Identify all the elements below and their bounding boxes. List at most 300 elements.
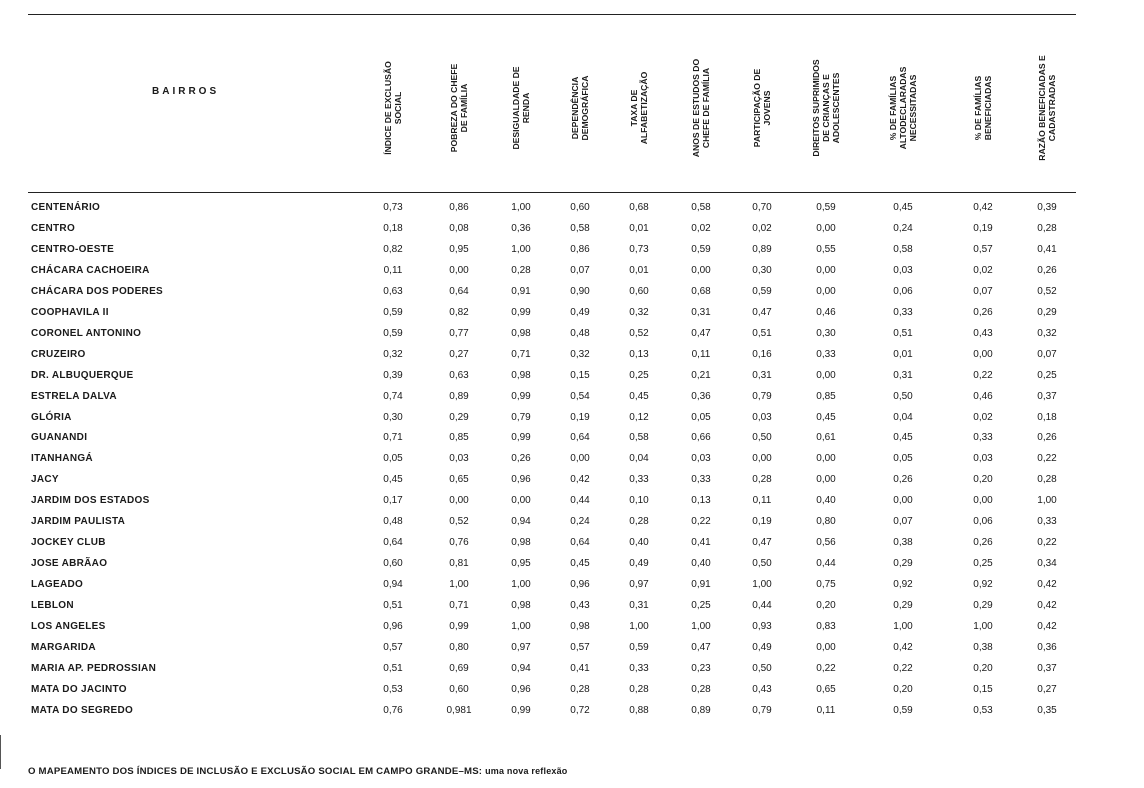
neighborhood-name: LOS ANGELES	[31, 621, 106, 632]
table-cell: 1,00	[893, 621, 913, 632]
table-cell: 0,44	[816, 558, 836, 570]
table-cell: 0,89	[752, 243, 772, 255]
table-cell: 0,88	[629, 704, 649, 716]
table-cell: 0,29	[893, 600, 913, 612]
table-cell: 0,98	[511, 327, 531, 339]
table-cell: 0,98	[570, 621, 590, 632]
table-cell: 0,16	[752, 348, 772, 360]
table-cell: 0,31	[629, 600, 649, 612]
table-cell: 1,00	[511, 202, 531, 213]
table-cell: 0,33	[816, 348, 836, 360]
table-cell: 0,79	[511, 411, 531, 423]
table-cell: 0,93	[752, 621, 772, 632]
table-cell: 0,59	[691, 243, 711, 255]
table-cell: 0,51	[383, 662, 403, 674]
column-header-label: ANOS DE ESTUDOS DO CHEFE DE FAMÍLIA	[691, 58, 711, 158]
table-cell: 0,00	[570, 453, 590, 465]
table-cell: 0,99	[511, 432, 531, 444]
table-cell: 0,85	[816, 390, 836, 402]
table-cell: 0,81	[449, 558, 469, 570]
table-cell: 0,45	[383, 474, 403, 486]
table-cell: 0,36	[691, 390, 711, 402]
table-cell: 0,26	[1037, 432, 1057, 444]
table-cell: 0,98	[511, 600, 531, 612]
table-cell: 0,36	[1037, 641, 1057, 653]
table-cell: 0,28	[570, 683, 590, 695]
table-cell: 0,41	[1037, 243, 1057, 255]
table-cell: 0,47	[752, 306, 772, 318]
neighborhood-name: MATA DO SEGREDO	[31, 704, 134, 716]
table-cell: 0,31	[893, 369, 913, 381]
table-row	[0, 558, 1144, 579]
table-cell: 0,60	[449, 683, 469, 695]
table-cell: 0,31	[752, 369, 772, 381]
table-cell: 0,28	[691, 683, 711, 695]
table-row	[0, 202, 1144, 223]
table-cell: 0,69	[449, 662, 469, 674]
neighborhood-name: CENTRO-OESTE	[31, 243, 115, 255]
table-cell: 0,19	[570, 411, 590, 423]
table-cell: 0,20	[973, 474, 993, 486]
table-cell: 0,91	[691, 579, 711, 591]
table-row	[0, 642, 1144, 663]
table-cell: 0,51	[383, 600, 403, 612]
table-cell: 0,00	[893, 495, 913, 507]
table-cell: 0,11	[691, 348, 711, 360]
neighborhood-name: CHÁCARA CACHOEIRA	[31, 264, 150, 276]
table-cell: 0,32	[629, 306, 649, 318]
table-cell: 0,48	[383, 516, 403, 528]
table-cell: 0,01	[629, 264, 649, 276]
table-cell: 0,37	[1037, 390, 1057, 402]
table-cell: 0,50	[752, 558, 772, 570]
table-cell: 0,97	[511, 641, 531, 653]
column-header-label: DEPENDÊNCIA DEMOGRÁFICA	[570, 75, 590, 141]
neighborhood-name: GLÓRIA	[31, 411, 72, 423]
table-cell: 0,18	[1037, 411, 1057, 423]
table-row	[0, 684, 1144, 705]
table-cell: 0,26	[511, 453, 531, 465]
table-cell: 0,96	[570, 579, 590, 591]
neighborhood-name: JARDIM PAULISTA	[31, 516, 126, 528]
table-cell: 0,59	[893, 704, 913, 716]
neighborhood-name: MATA DO JACINTO	[31, 683, 127, 695]
column-header	[1027, 28, 1067, 188]
table-cell: 1,00	[511, 621, 531, 632]
neighborhood-name: JACY	[31, 474, 59, 486]
table-cell: 1,00	[1037, 495, 1057, 507]
table-cell: 0,00	[973, 495, 993, 507]
column-header-label: PARTICIPAÇÃO DE JOVENS	[752, 68, 772, 148]
table-cell: 0,28	[1037, 222, 1057, 234]
table-cell: 0,00	[691, 264, 711, 276]
table-cell: 0,01	[629, 222, 649, 234]
table-cell: 0,73	[629, 243, 649, 255]
table-cell: 0,40	[629, 537, 649, 549]
table-cell: 0,00	[973, 348, 993, 360]
table-cell: 0,39	[383, 369, 403, 381]
table-cell: 0,03	[973, 453, 993, 465]
table-row	[0, 244, 1144, 265]
table-cell: 0,32	[570, 348, 590, 360]
table-cell: 0,33	[893, 306, 913, 318]
table-cell: 0,28	[629, 516, 649, 528]
neighborhood-name: DR. ALBUQUERQUE	[31, 369, 134, 381]
table-cell: 0,44	[570, 495, 590, 507]
table-cell: 0,59	[816, 202, 836, 213]
table-cell: 0,51	[893, 327, 913, 339]
table-cell: 0,97	[629, 579, 649, 591]
table-cell: 0,46	[816, 306, 836, 318]
table-cell: 0,39	[1037, 202, 1057, 213]
table-cell: 0,63	[449, 369, 469, 381]
table-cell: 0,76	[449, 537, 469, 549]
table-cell: 0,59	[383, 327, 403, 339]
neighborhood-name: LEBLON	[31, 600, 74, 612]
table-cell: 0,12	[629, 411, 649, 423]
table-cell: 0,90	[570, 285, 590, 297]
neighborhood-name: CRUZEIRO	[31, 348, 86, 360]
table-cell: 0,59	[383, 306, 403, 318]
table-cell: 0,71	[511, 348, 531, 360]
table-cell: 0,26	[973, 306, 993, 318]
table-cell: 0,92	[973, 579, 993, 591]
table-cell: 0,45	[570, 558, 590, 570]
table-cell: 0,11	[383, 264, 403, 276]
table-cell: 0,49	[629, 558, 649, 570]
table-cell: 0,25	[1037, 369, 1057, 381]
table-cell: 0,33	[629, 474, 649, 486]
footer-subtitle: uma nova reflexão	[485, 766, 568, 776]
table-cell: 0,00	[816, 369, 836, 381]
table-cell: 0,85	[449, 432, 469, 444]
table-cell: 0,28	[629, 683, 649, 695]
table-row	[0, 621, 1144, 642]
table-cell: 1,00	[449, 579, 469, 591]
table-cell: 0,76	[383, 704, 403, 716]
table-cell: 0,25	[629, 369, 649, 381]
table-cell: 0,42	[1037, 621, 1057, 632]
table-cell: 0,26	[973, 537, 993, 549]
table-cell: 0,50	[752, 662, 772, 674]
neighborhood-name: GUANANDI	[31, 432, 88, 444]
table-row	[0, 516, 1144, 537]
table-cell: 0,00	[816, 264, 836, 276]
table-cell: 0,54	[570, 390, 590, 402]
table-cell: 0,20	[893, 683, 913, 695]
table-cell: 0,00	[449, 495, 469, 507]
table-cell: 0,06	[893, 285, 913, 297]
header-bottom-rule	[28, 192, 1076, 193]
table-cell: 0,52	[629, 327, 649, 339]
table-cell: 0,80	[449, 641, 469, 653]
column-header	[619, 28, 659, 188]
column-header-label: DESIGUALDADE DE RENDA	[511, 66, 531, 150]
table-cell: 0,59	[752, 285, 772, 297]
table-cell: 0,15	[973, 683, 993, 695]
table-row	[0, 579, 1144, 600]
page-footer	[28, 766, 568, 777]
column-header-label: ÍNDICE DE EXCLUSÃO SOCIAL	[383, 61, 403, 155]
table-cell: 0,28	[511, 264, 531, 276]
table-cell: 0,15	[570, 369, 590, 381]
table-cell: 0,02	[973, 264, 993, 276]
table-cell: 0,22	[1037, 537, 1057, 549]
table-cell: 0,27	[1037, 683, 1057, 695]
neighborhood-name: CHÁCARA DOS PODERES	[31, 285, 164, 297]
table-cell: 0,86	[570, 243, 590, 255]
table-cell: 0,96	[511, 474, 531, 486]
table-cell: 0,57	[570, 641, 590, 653]
table-row	[0, 705, 1144, 726]
table-cell: 0,92	[893, 579, 913, 591]
table-cell: 0,33	[691, 474, 711, 486]
column-header-label: POBREZA DO CHEFE DE FAMÍLIA	[449, 63, 469, 153]
column-header-label: % DE FAMÍLIAS ALTODECLARADAS NECESSITADAS	[888, 66, 918, 150]
table-cell: 0,94	[511, 662, 531, 674]
table-cell: 0,22	[973, 369, 993, 381]
table-row	[0, 432, 1144, 453]
table-cell: 0,53	[383, 683, 403, 695]
table-cell: 0,46	[973, 390, 993, 402]
table-cell: 0,11	[752, 495, 772, 507]
table-cell: 0,07	[570, 264, 590, 276]
neighborhood-name: CORONEL ANTONINO	[31, 327, 142, 339]
column-header	[560, 28, 600, 188]
table-cell: 0,73	[383, 202, 403, 213]
table-row	[0, 370, 1144, 391]
table-row	[0, 474, 1144, 495]
table-cell: 0,06	[973, 516, 993, 528]
table-cell: 1,00	[691, 621, 711, 632]
table-cell: 0,43	[973, 327, 993, 339]
table-cell: 0,94	[511, 516, 531, 528]
table-cell: 0,33	[1037, 516, 1057, 528]
table-cell: 0,02	[691, 222, 711, 234]
table-cell: 0,74	[383, 390, 403, 402]
table-cell: 0,13	[629, 348, 649, 360]
table-cell: 0,71	[449, 600, 469, 612]
table-cell: 0,68	[629, 202, 649, 213]
table-cell: 0,19	[752, 516, 772, 528]
table-row	[0, 537, 1144, 558]
table-row	[0, 286, 1144, 307]
table-cell: 0,50	[893, 390, 913, 402]
table-cell: 0,42	[1037, 579, 1057, 591]
table-cell: 0,44	[752, 600, 772, 612]
column-header-label: TAXA DE ALFABETIZAÇÃO	[629, 71, 649, 145]
table-cell: 0,35	[1037, 704, 1057, 716]
column-header	[806, 28, 846, 188]
neighborhood-name: JOCKEY CLUB	[31, 537, 106, 549]
table-cell: 0,28	[1037, 474, 1057, 486]
table-cell: 0,02	[973, 411, 993, 423]
column-header	[963, 28, 1003, 188]
table-cell: 0,45	[893, 432, 913, 444]
table-cell: 0,05	[383, 453, 403, 465]
table-cell: 0,05	[893, 453, 913, 465]
table-cell: 0,03	[752, 411, 772, 423]
footer-title: O MAPEAMENTO DOS ÍNDICES DE INCLUSÃO E EXCLUSÃO SOCIAL EM CAMPO GRANDE–MS:	[28, 766, 483, 777]
table-cell: 0,48	[570, 327, 590, 339]
neighborhood-name: ITANHANGÁ	[31, 453, 93, 465]
table-cell: 0,03	[691, 453, 711, 465]
table-cell: 0,29	[449, 411, 469, 423]
table-cell: 0,66	[691, 432, 711, 444]
table-top-rule	[28, 14, 1076, 15]
table-cell: 0,59	[629, 641, 649, 653]
table-cell: 0,51	[752, 327, 772, 339]
table-cell: 0,29	[1037, 306, 1057, 318]
table-cell: 0,43	[752, 683, 772, 695]
table-row	[0, 391, 1144, 412]
table-cell: 0,20	[816, 600, 836, 612]
margin-marker	[0, 735, 1, 769]
table-cell: 0,30	[816, 327, 836, 339]
table-cell: 0,98	[511, 369, 531, 381]
table-cell: 0,08	[449, 222, 469, 234]
table-cell: 0,70	[752, 202, 772, 213]
table-cell: 0,42	[973, 202, 993, 213]
table-cell: 0,07	[893, 516, 913, 528]
table-cell: 0,42	[570, 474, 590, 486]
table-cell: 0,99	[511, 306, 531, 318]
table-cell: 0,30	[752, 264, 772, 276]
table-cell: 0,19	[973, 222, 993, 234]
table-cell: 0,01	[893, 348, 913, 360]
table-cell: 0,32	[383, 348, 403, 360]
table-cell: 0,79	[752, 704, 772, 716]
table-cell: 0,86	[449, 202, 469, 213]
table-cell: 0,31	[691, 306, 711, 318]
column-header	[501, 28, 541, 188]
table-cell: 0,22	[816, 662, 836, 674]
table-cell: 0,23	[691, 662, 711, 674]
table-cell: 0,65	[816, 683, 836, 695]
table-cell: 0,33	[973, 432, 993, 444]
table-cell: 0,47	[691, 327, 711, 339]
table-cell: 1,00	[973, 621, 993, 632]
table-cell: 0,60	[383, 558, 403, 570]
table-cell: 0,53	[973, 704, 993, 716]
table-cell: 0,05	[691, 411, 711, 423]
table-cell: 0,29	[973, 600, 993, 612]
neighborhood-name: JARDIM DOS ESTADOS	[31, 495, 150, 507]
table-cell: 0,79	[752, 390, 772, 402]
table-cell: 1,00	[511, 579, 531, 591]
table-cell: 0,00	[816, 641, 836, 653]
table-row	[0, 349, 1144, 370]
table-cell: 0,56	[816, 537, 836, 549]
neighborhood-name: ESTRELA DALVA	[31, 390, 117, 402]
table-cell: 0,26	[893, 474, 913, 486]
column-header	[742, 28, 782, 188]
table-cell: 0,03	[449, 453, 469, 465]
neighborhood-name: MARGARIDA	[31, 641, 96, 653]
table-cell: 1,00	[511, 243, 531, 255]
column-header-label: % DE FAMÍLIAS BENEFICIADAS	[973, 75, 993, 141]
column-header	[681, 28, 721, 188]
table-cell: 0,49	[752, 641, 772, 653]
table-cell: 0,89	[691, 704, 711, 716]
table-cell: 0,41	[691, 537, 711, 549]
table-cell: 0,49	[570, 306, 590, 318]
table-cell: 0,82	[383, 243, 403, 255]
table-cell: 0,25	[973, 558, 993, 570]
table-cell: 0,21	[691, 369, 711, 381]
table-cell: 0,71	[383, 432, 403, 444]
table-row	[0, 307, 1144, 328]
table-cell: 0,65	[449, 474, 469, 486]
table-cell: 0,36	[511, 222, 531, 234]
table-row	[0, 663, 1144, 684]
table-cell: 0,99	[449, 621, 469, 632]
table-cell: 0,27	[449, 348, 469, 360]
table-cell: 0,45	[816, 411, 836, 423]
table-cell: 0,17	[383, 495, 403, 507]
table-cell: 0,00	[816, 285, 836, 297]
table-cell: 0,99	[511, 704, 531, 716]
table-cell: 0,00	[816, 453, 836, 465]
table-cell: 0,00	[511, 495, 531, 507]
table-cell: 0,07	[1037, 348, 1057, 360]
table-cell: 0,61	[816, 432, 836, 444]
table-cell: 0,40	[691, 558, 711, 570]
table-cell: 0,28	[752, 474, 772, 486]
table-cell: 0,68	[691, 285, 711, 297]
table-cell: 0,82	[449, 306, 469, 318]
table-cell: 0,20	[973, 662, 993, 674]
table-row	[0, 265, 1144, 286]
table-cell: 0,32	[1037, 327, 1057, 339]
table-row	[0, 600, 1144, 621]
table-cell: 0,64	[570, 537, 590, 549]
table-cell: 0,24	[570, 516, 590, 528]
column-header	[883, 28, 923, 188]
table-cell: 0,22	[1037, 453, 1057, 465]
table-row	[0, 328, 1144, 349]
neighborhood-name: JOSE ABRÃAO	[31, 558, 108, 570]
table-cell: 0,57	[973, 243, 993, 255]
row-header-label: BAIRROS	[152, 86, 220, 97]
table-cell: 0,45	[629, 390, 649, 402]
table-cell: 0,22	[691, 516, 711, 528]
table-cell: 0,64	[570, 432, 590, 444]
table-cell: 0,04	[893, 411, 913, 423]
table-cell: 0,45	[893, 202, 913, 213]
table-cell: 0,58	[893, 243, 913, 255]
table-cell: 0,72	[570, 704, 590, 716]
table-cell: 0,63	[383, 285, 403, 297]
table-cell: 1,00	[629, 621, 649, 632]
table-cell: 0,41	[570, 662, 590, 674]
table-cell: 0,47	[752, 537, 772, 549]
table-cell: 0,96	[511, 683, 531, 695]
table-cell: 0,04	[629, 453, 649, 465]
column-header	[439, 28, 479, 188]
table-cell: 0,11	[816, 704, 836, 716]
table-cell: 0,58	[691, 202, 711, 213]
table-cell: 0,34	[1037, 558, 1057, 570]
table-cell: 0,52	[449, 516, 469, 528]
table-cell: 0,18	[383, 222, 403, 234]
table-cell: 0,10	[629, 495, 649, 507]
neighborhood-name: MARIA AP. PEDROSSIAN	[31, 662, 157, 674]
table-cell: 0,95	[511, 558, 531, 570]
column-header-label: DIREITOS SUPRIMIDOS DE CRIANÇAS E ADOLESCENTES	[811, 59, 841, 157]
table-cell: 0,60	[570, 202, 590, 213]
neighborhood-name: CENTRO	[31, 222, 76, 234]
